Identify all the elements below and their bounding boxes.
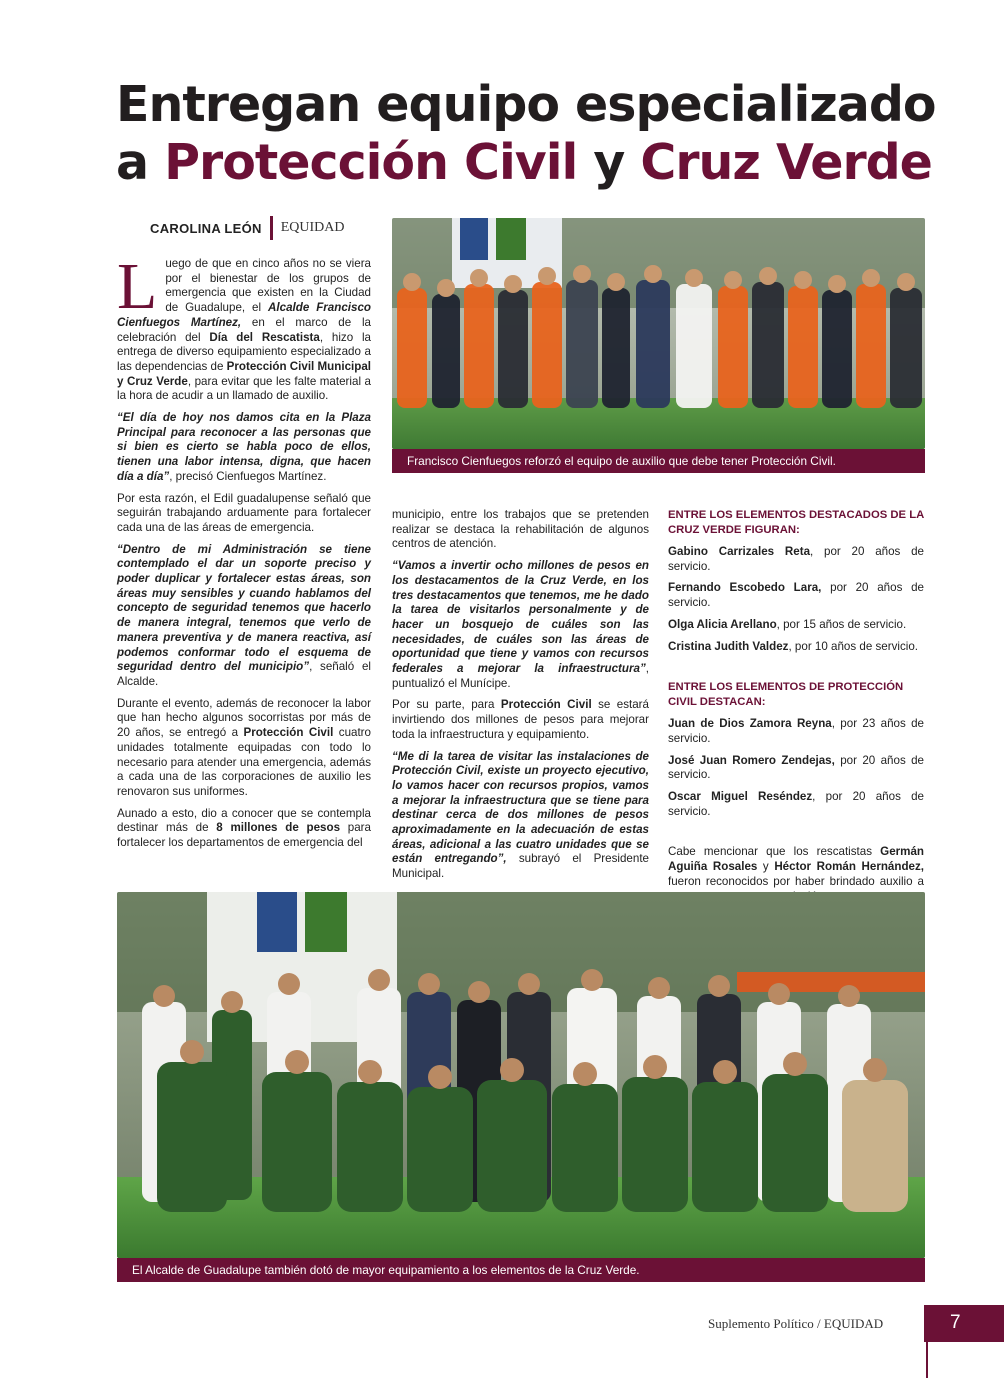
photo-proteccion-civil-caption: Francisco Cienfuegos reforzó el equipo de auxilio que debe tener Protección Civil. [392,449,925,473]
photo-proteccion-civil-image [392,218,925,449]
article-column-3 [668,508,924,911]
byline-divider [270,216,273,240]
cruz-item: Fernando Escobedo Lara, por 20 años de servicio. [668,581,924,610]
page-number: 7 [950,1312,961,1333]
page-number-tab [924,1305,1004,1378]
paragraph-col2-1: municipio, entre los trabajos que se pretenden realizar se destaca la rehabilitación de algunos centros de atención. [392,508,649,551]
headline-line-1: Entregan equipo especializado [116,76,936,133]
article-column-1 [117,250,371,858]
drop-cap: L [117,250,158,323]
paragraph-3: Por esta razón, el Edil guadalupense señaló que seguirán trabajando arduamente para fortalecer cada una de las áreas de emergencia. [117,491,371,534]
proteccion-civil-heading: ENTRE LOS ELEMENTOS DE PROTECCIÓN CIVIL DESTACAN: [668,681,904,709]
paragraph-intro: Luego de que en cinco años no se viera por el bienestar de los grupos de emergencia que existen en la Ciudad de Guadalupe, el Alcalde Francisco Cienfuegos Martínez, en el marco de la celebración del Día del Rescatista, hizo la entrega de diverso equipamiento especializado a las dependencias de Protección Civil Municipal y Cruz Verde, para evitar que les falte material a la hora de acudir a un llamado de auxilio. [117,250,371,403]
cruz-item: Olga Alicia Arellano, por 15 años de servicio. [668,617,907,631]
closing-paragraph: Cabe mencionar que los rescatistas Germán Aguiña Rosales y Héctor Román Hernández, fueron reconocidos por haber brindado auxilio a [668,845,924,888]
paragraph-col2-quote-1: “Vamos a invertir ocho millones de pesos en los destacamentos de la Cruz Verde, en los tres destacamentos que tenemos, me he dado la tarea de visitarlos personalmente y de hacer un bosquejo de cuáles son las necesidades, de cuáles son las áreas de oportunidad que tiene y vamos con recursos federales a mejorar la infraestructura”, puntualizó el Munícipe. [392,559,649,690]
paragraph-col2-3: Por su parte, para Protección Civil se estará invirtiendo dos millones de pesos para mejorar toda la infraestructura y equipamiento. [392,698,649,741]
footer-section: Suplemento Político / EQUIDAD [708,1316,884,1331]
photo-proteccion-civil [392,218,925,449]
photo-cruz-verde [117,892,925,1258]
cruz-item: Gabino Carrizales Reta, por 20 años de servicio. [668,545,925,573]
page-number-rule [926,1342,928,1378]
cruz-verde-heading: ENTRE LOS ELEMENTOS DESTACADOS DE LA CRUZ VERDE FIGURAN: [668,509,924,536]
paragraph-quote-1: “El día de hoy nos damos cita en la Plaza Principal para reconocer a las personas que si bien es cierto se habla poco de ellos, tienen una labor intensa, digna, que hacen día a día”, precisó Cienfuegos Martínez. [117,411,371,483]
cruz-item: Cristina Judith Valdez, por 10 años de servicio. [668,639,919,653]
pc-item: Juan de Dios Zamora Reyna, por 23 años de servicio. [668,717,925,745]
photo-cruz-verde-image [117,892,925,1258]
paragraph-quote-2: “Dentro de mi Administración se tiene contemplado el dar un soporte preciso y poder duplicar y fortalecer estas áreas, son áreas muy sensibles y cuando hablamos del concepto de seguridad tenemos que hacerlo de manera integral, tenemos que verlo de manera preventiva y de manera reactiva, así podemos conformar todo el esquema de seguridad dentro del municipio”, señaló el Alcalde. [117,542,371,688]
photo-cruz-verde-caption: El Alcalde de Guadalupe también dotó de mayor equipamiento a los elementos de la Cruz Verde. [117,1258,925,1282]
pc-item: Oscar Miguel Reséndez, por 20 años de servicio. [668,790,924,818]
headline-proteccion-civil: Protección Civil [164,134,578,191]
paragraph-5: Durante el evento, además de reconocer la labor que han hecho algunos socorristas por más de 20 años, se entregó a Protección Civil cuatro unidades totalmente equipadas con todo lo necesario para atender una emergencia, además a cada una de las corporaciones de auxilio les renovaron sus uniformes. [117,696,371,798]
article-column-2 [392,508,649,889]
paragraph-col2-quote-2: “Me di la tarea de visitar las instalaciones de Protección Civil, existe un proyecto ejecutivo, lo vamos hacer con recursos propios, vamos a mejorar la infraestructura que se tiene para destinar cerca de dos millones de pesos aproximadamente en la adecuación de estas áreas, adicional a las cuatro unidades que se están entregando”, subrayó el Presidente Municipal. [392,749,649,881]
paragraph-6: Aunado a esto, dio a conocer que se contempla destinar más de 8 millones de pesos para fortalecer los departamentos de emergencia del [117,806,371,850]
headline-y: y [577,134,641,191]
page-number-bar [924,1305,1004,1342]
byline-publication: EQUIDAD [280,220,345,235]
headline-a: a [116,134,165,191]
pc-item: José Juan Romero Zendejas, por 20 años de servicio. [668,753,924,782]
headline [116,76,936,192]
byline-author: CAROLINA LEÓN [150,220,262,236]
headline-cruz-verde: Cruz Verde [640,134,932,191]
byline [150,216,345,240]
